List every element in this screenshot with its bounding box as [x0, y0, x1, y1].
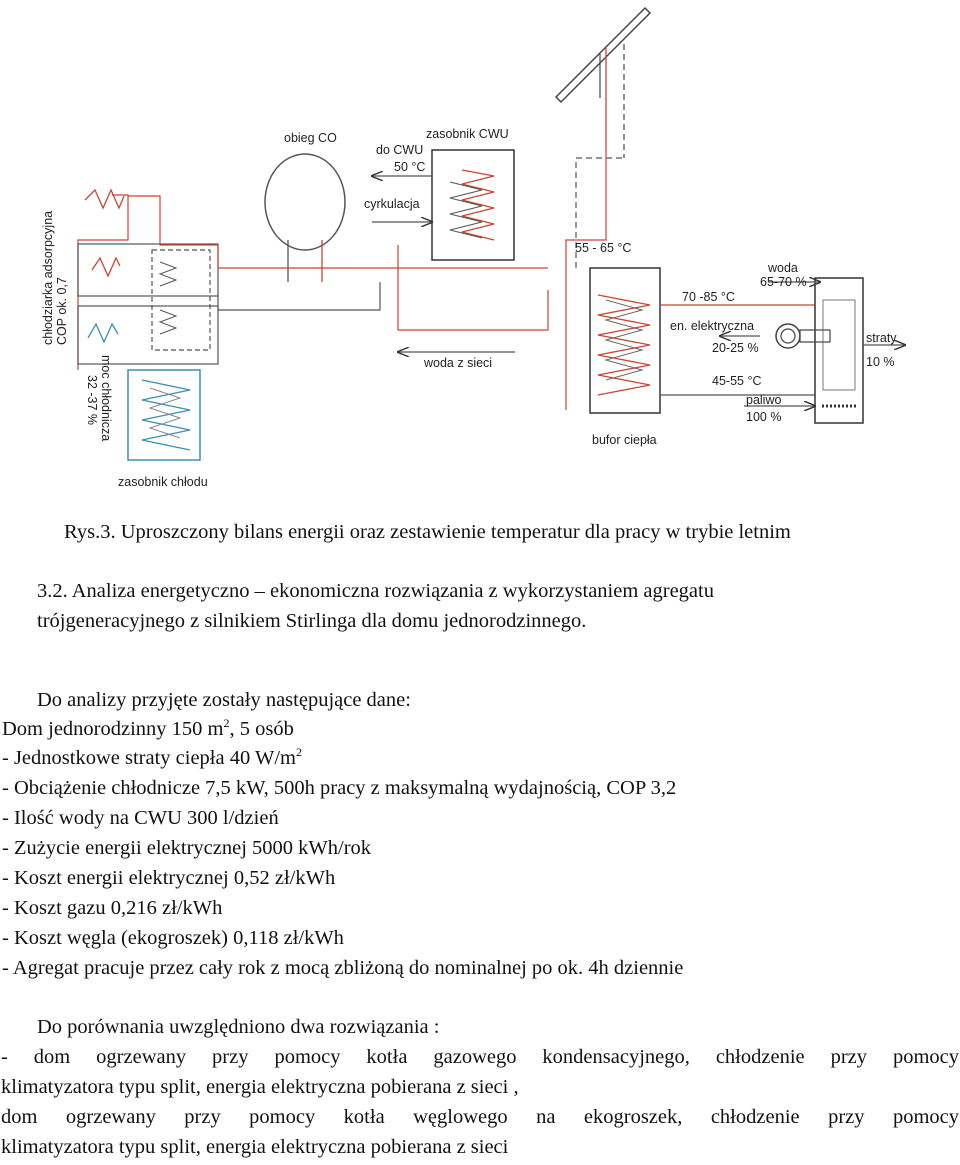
comparison-option-b-line1: dom ogrzewany przy pomocy kotła węglowego na ekogroszek, chłodzenie przy pomocy [1, 1106, 959, 1128]
label-moc-2: 32 -37 % [85, 375, 99, 426]
label-do-cwu: do CWU [376, 143, 424, 157]
assumption-house-sup: 2 [223, 716, 230, 730]
label-woda-z-sieci: woda z sieci [424, 356, 493, 370]
label-woda-pct: 65-70 % [760, 275, 807, 289]
assumptions-intro: Do analizy przyjęte zostały następujące dane: [37, 689, 411, 711]
comparison-option-a-line1: - dom ogrzewany przy pomocy kotła gazowego kondensacyjnego, chłodzenie przy pomocy [1, 1046, 959, 1068]
assumption-heat-loss-sup: 2 [295, 745, 302, 759]
solar-collector [556, 8, 650, 158]
label-chlodziarka-2: COP ok. 0,7 [55, 277, 69, 345]
label-obieg-co: obieg CO [284, 131, 337, 145]
assumption-heat-loss-text: - Jednostkowe straty ciepła 40 W/m [2, 747, 296, 769]
assumption-item: - Koszt gazu 0,216 zł/kWh [2, 897, 223, 919]
label-straty-pct: 10 % [866, 355, 895, 369]
assumption-heat-loss [2, 745, 302, 771]
water-supply [398, 245, 548, 370]
figure-caption: Rys.3. Uproszczony bilans energii oraz zestawienie temperatur dla pracy w trybie letnim [64, 521, 791, 543]
label-en-elektryczna: en. elektryczna [670, 319, 755, 333]
label-paliwo-pct: 100 % [746, 410, 782, 424]
assumption-item: - Obciążenie chłodnicze 7,5 kW, 500h pracy z maksymalną wydajnością, COP 3,2 [2, 777, 677, 799]
assumption-house-text: Dom jednorodzinny 150 m [2, 718, 224, 740]
dhw-tank [364, 127, 514, 260]
label-bufor-ciepla: bufor ciepła [592, 433, 657, 447]
assumption-house-rest: , 5 osób [229, 718, 294, 740]
assumption-item: - Koszt energii elektrycznej 0,52 zł/kWh [2, 867, 336, 889]
label-zasobnik-cwu: zasobnik CWU [426, 127, 509, 141]
label-moc-1: moc chłodnicza [99, 355, 113, 442]
comparison-intro: Do porównania uwzględniono dwa rozwiązania : [37, 1016, 440, 1038]
label-temp-50: 50 °C [394, 160, 426, 174]
label-paliwo: paliwo [746, 393, 782, 407]
label-en-pct: 20-25 % [712, 341, 759, 355]
comparison-option-a-line2: klimatyzatora typu split, energia elektryczna pobierana z sieci , [1, 1076, 519, 1098]
central-heating-loop [265, 131, 345, 282]
label-temp-70-85: 70 -85 °C [682, 290, 735, 304]
adsorption-chiller [41, 190, 548, 370]
comparison-option-b-line2: klimatyzatora typu split, energia elektryczna pobierana z sieci [1, 1136, 509, 1158]
assumption-item: - Zużycie energii elektrycznej 5000 kWh/rok [2, 837, 372, 859]
energy-balance-diagram [0, 0, 960, 505]
label-chlodziarka-1: chłodziarka adsorpcyjna [41, 210, 55, 345]
assumption-item: - Agregat pracuje przez cały rok z mocą zbliżoną do nominalnej po ok. 4h dziennie [2, 957, 684, 979]
label-zasobnik-chlodu: zasobnik chłodu [118, 475, 208, 489]
section-heading-line2: trójgeneracyjnego z silnikiem Stirlinga dla domu jednorodzinnego. [37, 610, 587, 632]
label-temp-55-65: 55 - 65 °C [575, 241, 632, 255]
label-temp-45-55: 45-55 °C [712, 374, 762, 388]
assumption-house [2, 716, 294, 742]
stirling-unit [670, 261, 905, 424]
label-woda: woda [768, 261, 798, 275]
assumption-item: - Ilość wody na CWU 300 l/dzień [2, 807, 279, 829]
label-straty: straty [866, 331, 897, 345]
assumption-item: - Koszt węgla (ekogroszek) 0,118 zł/kWh [2, 927, 344, 949]
section-heading-line1: 3.2. Analiza energetyczno – ekonomiczna rozwiązania z wykorzystaniem agregatu [37, 580, 714, 602]
label-cyrkulacja: cyrkulacja [364, 197, 420, 211]
cold-storage [85, 355, 208, 489]
